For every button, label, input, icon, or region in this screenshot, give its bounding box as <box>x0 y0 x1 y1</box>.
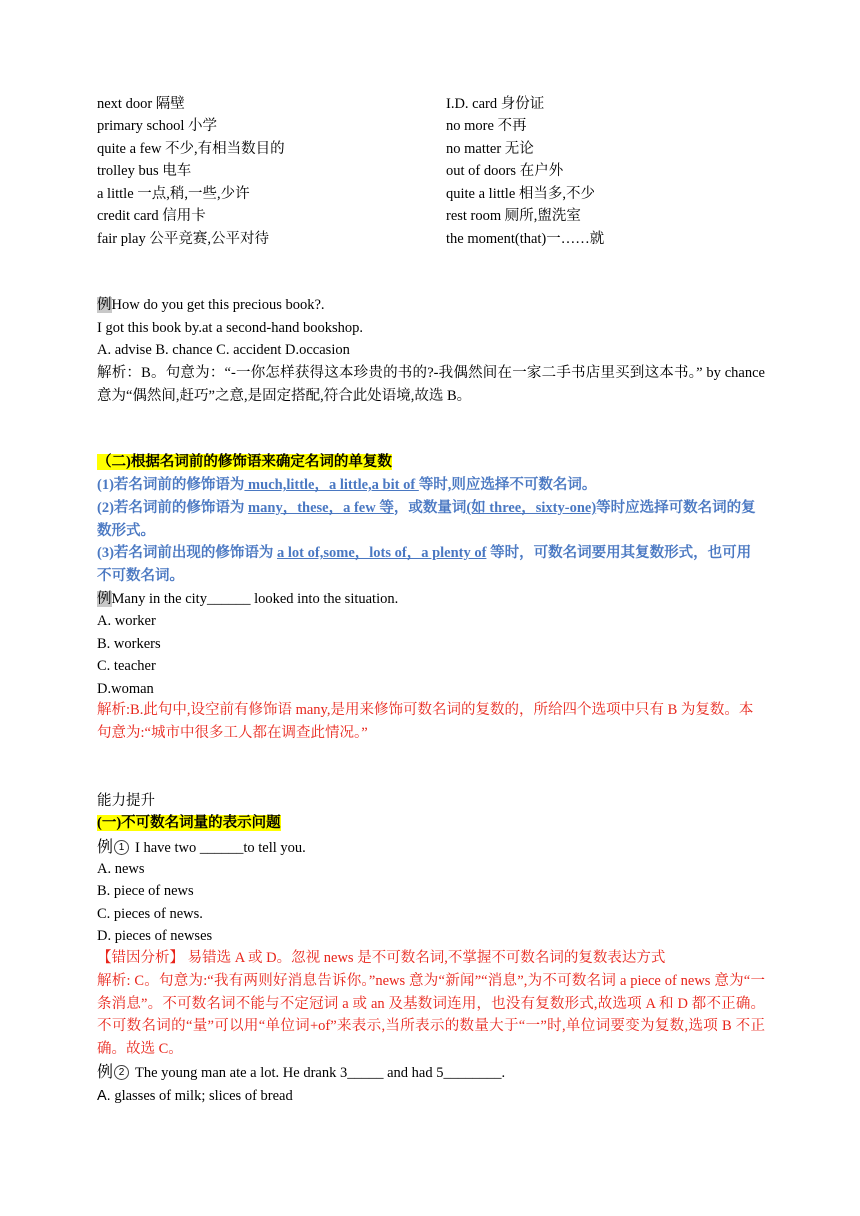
rule-1-text-b: 等时,则应选择不可数名词。 <box>418 477 597 493</box>
vocab-right-item: quite a little 相当多,不少 <box>446 186 596 202</box>
option-text: glasses of milk; slices of bread <box>110 1088 293 1104</box>
example-4-option-a <box>97 1086 293 1106</box>
example-4-question-line <box>97 1063 505 1083</box>
vocab-left-item: quite a few 不少,有相当数目的 <box>97 141 285 157</box>
rule-1-text-a: (1)若名词前的修饰语为 <box>97 477 245 493</box>
example-2-option: D.woman <box>97 681 154 697</box>
rule-3 <box>97 542 765 587</box>
ability-heading-text: (一)不可数名词量的表示问题 <box>97 815 281 831</box>
example-1-answer-line: I got this book by.at a second-hand bookshop. <box>97 320 364 336</box>
example-2-option: B. workers <box>97 636 161 652</box>
example-2-option: C. teacher <box>97 658 156 674</box>
vocab-left-item: credit card 信用卡 <box>97 208 206 224</box>
rule-1-underlined: much,little，a little,a bit of <box>244 477 419 493</box>
example-3-question: I have two ______to tell you. <box>135 840 306 856</box>
rule-2-text-a: (2)若名词前的修饰语为 <box>97 500 249 516</box>
example-2-question: Many in the city______ looked into the situation. <box>111 591 399 607</box>
vocab-left-item: a little 一点,稍,一些,少许 <box>97 186 250 202</box>
rule-1 <box>97 475 596 495</box>
rule-2-text-b: ，或数量词 <box>393 500 467 516</box>
rule-3-text-b: 等时，可数名词要用其复数形式，也可用不可数名词。 <box>97 545 752 584</box>
example-3-option: B. piece of news <box>97 883 194 899</box>
vocab-left-item: next door 隔壁 <box>97 96 185 112</box>
vocab-left-item: fair play 公平竞赛,公平对待 <box>97 231 269 247</box>
vocab-right-item: no matter 无论 <box>446 141 534 157</box>
example-3-analysis: 解析: C。句意为:“我有两则好消息告诉你。”news 意为“新闻”“消息”,为不可数名词 a piece of news 意为“一条消息”。不可数名词不能与不定冠词 a 或 an 及基数词连用，也没有复数形式,故选项 A 和 D 都不正确。不可数名词的“量”可以用“单位词+of”来表示,当所表示的数量大于“一”时,单位词要变为复数,选项 B 不正确。故选 C。 <box>97 973 765 1057</box>
example-3-option: C. pieces of news. <box>97 906 203 922</box>
example-2-analysis: 解析:B.此句中,设空前有修饰语 many,是用来修饰可数名词的复数的，所给四个选项中只有 B 为复数。本句意为:“城市中很多工人都在调查此情况。” <box>97 702 754 741</box>
section-2-heading <box>97 452 392 472</box>
example-4-question: The young man ate a lot. He drank 3_____ and had 5________. <box>135 1065 506 1081</box>
example-3-question-line <box>97 838 306 858</box>
example-1-analysis: 解析：B。句意为：“-一你怎样获得这本珍贵的书的?-我偶然间在一家二手书店里买到这本书。” by chance 意为“偶然间,赶巧”之意,是固定搭配,符合此处语境,故选 B。 <box>97 365 765 404</box>
example-1-question: How do you get this precious book?. <box>111 297 325 313</box>
example-label: 例 <box>97 591 112 607</box>
example-3-error-analysis: 【错因分析】 易错选 A 或 D。忽视 news 是不可数名词,不掌握不可数名词的复数表达方式 <box>97 950 666 966</box>
vocab-left-item: primary school 小学 <box>97 118 218 134</box>
ability-title: 能力提升 <box>97 793 155 809</box>
vocab-right-item: I.D. card 身份证 <box>446 96 545 112</box>
example-1-question-line <box>97 295 325 315</box>
rule-3-underlined: a lot of,some，lots of，a plenty of <box>277 545 487 561</box>
rule-3-text-a: (3)若名词前出现的修饰语为 <box>97 545 278 561</box>
example-2-question-line <box>97 589 398 609</box>
section-2-heading-text: （二)根据名词前的修饰语来确定名词的单复数 <box>97 454 392 470</box>
vocab-right-item: no more 不再 <box>446 118 527 134</box>
vocab-right-item: the moment(that)一……就 <box>446 231 605 247</box>
rule-2-text-c: 等时应选择可数名词的复数形式。 <box>97 500 756 539</box>
example-number-badge: 1 <box>114 840 129 855</box>
vocab-right-item: rest room 厕所,盥洗室 <box>446 208 581 224</box>
vocab-right-item: out of doors 在户外 <box>446 163 564 179</box>
ability-heading <box>97 813 281 833</box>
vocab-left-item: trolley bus 电车 <box>97 163 192 179</box>
example-label: 例 <box>97 839 114 856</box>
rule-2-underlined-1: many，these，a few 等 <box>248 500 394 516</box>
rule-2-underlined-2: (如 three，sixty-one) <box>466 500 597 516</box>
example-2-option: A. worker <box>97 613 156 629</box>
option-letter: A. <box>97 1088 111 1104</box>
example-3-option: A. news <box>97 861 145 877</box>
example-3-option: D. pieces of newses <box>97 928 213 944</box>
rule-2 <box>97 497 765 542</box>
example-label: 例 <box>97 1064 114 1081</box>
example-number-badge: 2 <box>114 1065 129 1080</box>
example-1-options: A. advise B. chance C. accident D.occasion <box>97 342 350 358</box>
example-label: 例 <box>97 297 112 313</box>
